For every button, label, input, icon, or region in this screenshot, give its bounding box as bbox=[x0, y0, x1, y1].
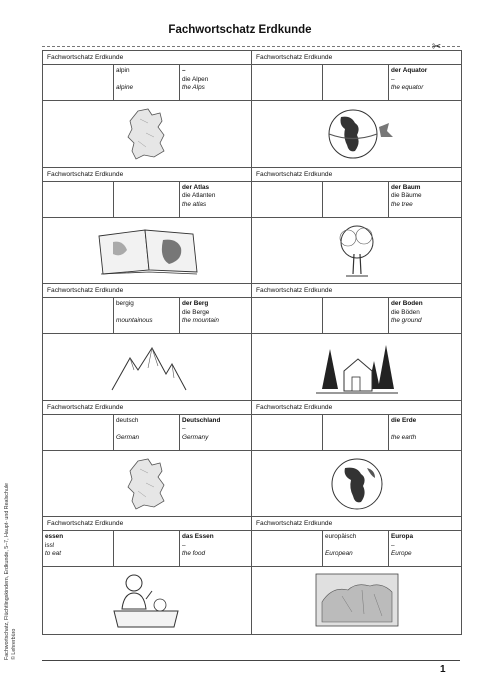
cell-text bbox=[325, 76, 386, 85]
cell-text bbox=[116, 533, 177, 542]
cell-text: die Atlanten bbox=[182, 192, 216, 200]
vocab-card bbox=[43, 517, 252, 634]
vocab-card bbox=[252, 168, 461, 285]
side-copyright: Fachwortschatz, Flüchtlingskindern, Erdkunde, 5–7, Haupt- und Realschule © Lehrerbüro bbox=[4, 483, 17, 660]
noun-cell bbox=[180, 531, 252, 566]
cell-text: – bbox=[391, 75, 395, 83]
germany-map-icon bbox=[43, 451, 252, 517]
cell-text bbox=[116, 550, 177, 559]
globe-equator-icon bbox=[252, 101, 461, 167]
verb-cell bbox=[252, 182, 323, 217]
cell-text bbox=[325, 417, 386, 426]
cell-text: alpine bbox=[116, 84, 134, 91]
card-illustration bbox=[43, 101, 252, 167]
noun-cell bbox=[180, 298, 252, 333]
adjective-cell bbox=[114, 65, 180, 100]
card-illustration bbox=[43, 451, 252, 517]
card-header: Fachwortschatz Erdkunde bbox=[43, 168, 251, 182]
vocab-card bbox=[252, 517, 461, 634]
cell-text: der Atlas bbox=[182, 183, 210, 191]
cell-text: the ground bbox=[391, 317, 422, 325]
card-header: Fachwortschatz Erdkunde bbox=[252, 401, 461, 415]
adjective-cell bbox=[114, 415, 180, 450]
page-number: 1 bbox=[440, 664, 446, 675]
card-sheet bbox=[42, 50, 462, 635]
cell-text bbox=[254, 184, 320, 193]
card-header: Fachwortschatz Erdkunde bbox=[43, 401, 251, 415]
card-header: Fachwortschatz Erdkunde bbox=[252, 517, 461, 531]
noun-cell bbox=[180, 182, 252, 217]
cell-text: to eat bbox=[45, 550, 61, 558]
verb-cell bbox=[43, 415, 114, 450]
cell-text bbox=[45, 192, 111, 201]
cell-text: the Alps bbox=[182, 84, 205, 91]
cell-text: mountainous bbox=[116, 317, 153, 325]
cell-text bbox=[325, 434, 386, 443]
cell-text: deutsch bbox=[116, 416, 139, 424]
adjective-cell bbox=[323, 65, 389, 100]
cell-text: die Berge bbox=[182, 308, 210, 316]
adjective-cell bbox=[114, 182, 180, 217]
cell-text: der Boden bbox=[391, 300, 423, 308]
adjective-cell bbox=[323, 531, 389, 566]
cell-text bbox=[325, 192, 386, 201]
noun-cell bbox=[389, 65, 461, 100]
cell-text bbox=[116, 201, 177, 210]
card-illustration bbox=[252, 218, 461, 284]
adjective-cell bbox=[323, 298, 389, 333]
cell-text bbox=[254, 300, 320, 309]
cell-text bbox=[116, 192, 177, 201]
cell-text: European bbox=[325, 550, 353, 558]
cell-text bbox=[45, 67, 111, 76]
vocab-card bbox=[43, 51, 252, 168]
mountains-icon bbox=[43, 334, 252, 400]
cell-text bbox=[254, 533, 320, 542]
cell-text: the equator bbox=[391, 84, 424, 91]
cell-text bbox=[325, 184, 386, 193]
cell-text bbox=[116, 309, 177, 318]
cell-text: – bbox=[182, 541, 186, 549]
cell-text bbox=[45, 300, 111, 309]
cell-text bbox=[254, 309, 320, 318]
atlas-book-icon bbox=[43, 218, 252, 284]
globe-icon bbox=[252, 451, 461, 517]
cut-line bbox=[42, 46, 460, 47]
card-header: Fachwortschatz Erdkunde bbox=[252, 51, 461, 65]
cell-text: essen bbox=[45, 533, 64, 541]
cell-text bbox=[254, 417, 320, 426]
cell-text bbox=[325, 309, 386, 318]
vocab-card bbox=[252, 284, 461, 401]
cell-text: die Böden bbox=[391, 308, 420, 316]
cell-text: Germany bbox=[182, 433, 209, 441]
page-title: Fachwortschatz Erdkunde bbox=[168, 24, 312, 36]
cell-text: der Äquator bbox=[391, 67, 428, 74]
germany-map-icon bbox=[43, 101, 252, 167]
noun-cell bbox=[389, 298, 461, 333]
tree-icon bbox=[252, 218, 461, 284]
cell-text: – bbox=[391, 541, 395, 549]
card-header: Fachwortschatz Erdkunde bbox=[43, 517, 251, 531]
person-eating-icon bbox=[43, 567, 252, 633]
cell-text: europäisch bbox=[325, 533, 357, 541]
cell-text bbox=[116, 425, 177, 434]
card-illustration bbox=[252, 451, 461, 517]
cell-text: the mountain bbox=[182, 317, 219, 325]
noun-cell bbox=[180, 65, 252, 100]
europe-map-icon bbox=[252, 567, 461, 633]
footer-line bbox=[42, 660, 460, 661]
cell-text bbox=[325, 84, 386, 93]
cell-text bbox=[325, 300, 386, 309]
cell-text bbox=[254, 76, 320, 85]
cell-text: the atlas bbox=[182, 200, 207, 208]
verb-cell bbox=[43, 65, 114, 100]
verb-cell bbox=[43, 298, 114, 333]
noun-cell bbox=[389, 415, 461, 450]
cell-text bbox=[325, 425, 386, 434]
adjective-cell bbox=[323, 182, 389, 217]
adjective-cell bbox=[323, 415, 389, 450]
cell-text: – bbox=[182, 67, 186, 74]
cell-text: – bbox=[182, 425, 186, 433]
cell-text bbox=[116, 184, 177, 193]
cell-text bbox=[116, 76, 177, 85]
verb-cell bbox=[252, 65, 323, 100]
card-illustration bbox=[43, 567, 252, 633]
house-forest-icon bbox=[252, 334, 461, 400]
cell-text: der Baum bbox=[391, 183, 421, 191]
vocab-card bbox=[43, 401, 252, 518]
cell-text: die Bäume bbox=[391, 192, 422, 200]
adjective-cell bbox=[114, 298, 180, 333]
cell-text: Europa bbox=[391, 533, 414, 541]
cell-text: das Essen bbox=[182, 533, 214, 541]
cell-text: Europe bbox=[391, 550, 412, 558]
verb-cell bbox=[252, 298, 323, 333]
cell-text bbox=[325, 201, 386, 210]
card-illustration bbox=[252, 101, 461, 167]
card-header: Fachwortschatz Erdkunde bbox=[43, 284, 251, 298]
cell-text: the food bbox=[182, 550, 206, 558]
verb-cell bbox=[43, 531, 114, 566]
vocab-card bbox=[252, 51, 461, 168]
cell-text: iss! bbox=[45, 541, 55, 549]
cell-text: the earth bbox=[391, 433, 417, 441]
noun-cell bbox=[389, 531, 461, 566]
cell-text: bergig bbox=[116, 300, 134, 308]
noun-cell bbox=[180, 415, 252, 450]
cell-text: alpin bbox=[116, 67, 130, 74]
cell-text: the tree bbox=[391, 200, 413, 208]
card-illustration bbox=[43, 334, 252, 400]
cell-text bbox=[254, 542, 320, 551]
cell-text bbox=[45, 309, 111, 318]
scissors-icon: ✂ bbox=[432, 41, 442, 53]
card-header: Fachwortschatz Erdkunde bbox=[252, 284, 461, 298]
cell-text bbox=[254, 67, 320, 76]
cell-text bbox=[391, 425, 459, 434]
cell-text: die Erde bbox=[391, 416, 417, 424]
cell-text bbox=[45, 425, 111, 434]
cell-text bbox=[325, 67, 386, 76]
card-header: Fachwortschatz Erdkunde bbox=[43, 51, 251, 65]
adjective-cell bbox=[114, 531, 180, 566]
cell-text: Deutschland bbox=[182, 416, 221, 424]
card-illustration bbox=[252, 567, 461, 633]
cell-text bbox=[116, 542, 177, 551]
verb-cell bbox=[252, 415, 323, 450]
vocab-card bbox=[43, 284, 252, 401]
cell-text bbox=[254, 425, 320, 434]
cell-text bbox=[325, 317, 386, 326]
cell-text bbox=[45, 76, 111, 85]
cell-text bbox=[325, 542, 386, 551]
verb-cell bbox=[43, 182, 114, 217]
card-header: Fachwortschatz Erdkunde bbox=[252, 168, 461, 182]
card-illustration bbox=[252, 334, 461, 400]
vocab-card bbox=[43, 168, 252, 285]
cell-text: die Alpen bbox=[182, 75, 209, 83]
cell-text bbox=[45, 184, 111, 193]
noun-cell bbox=[389, 182, 461, 217]
vocab-card bbox=[252, 401, 461, 518]
verb-cell bbox=[252, 531, 323, 566]
cell-text bbox=[45, 417, 111, 426]
cell-text: der Berg bbox=[182, 300, 209, 308]
card-illustration bbox=[43, 218, 252, 284]
cell-text: German bbox=[116, 433, 140, 441]
cell-text bbox=[254, 192, 320, 201]
